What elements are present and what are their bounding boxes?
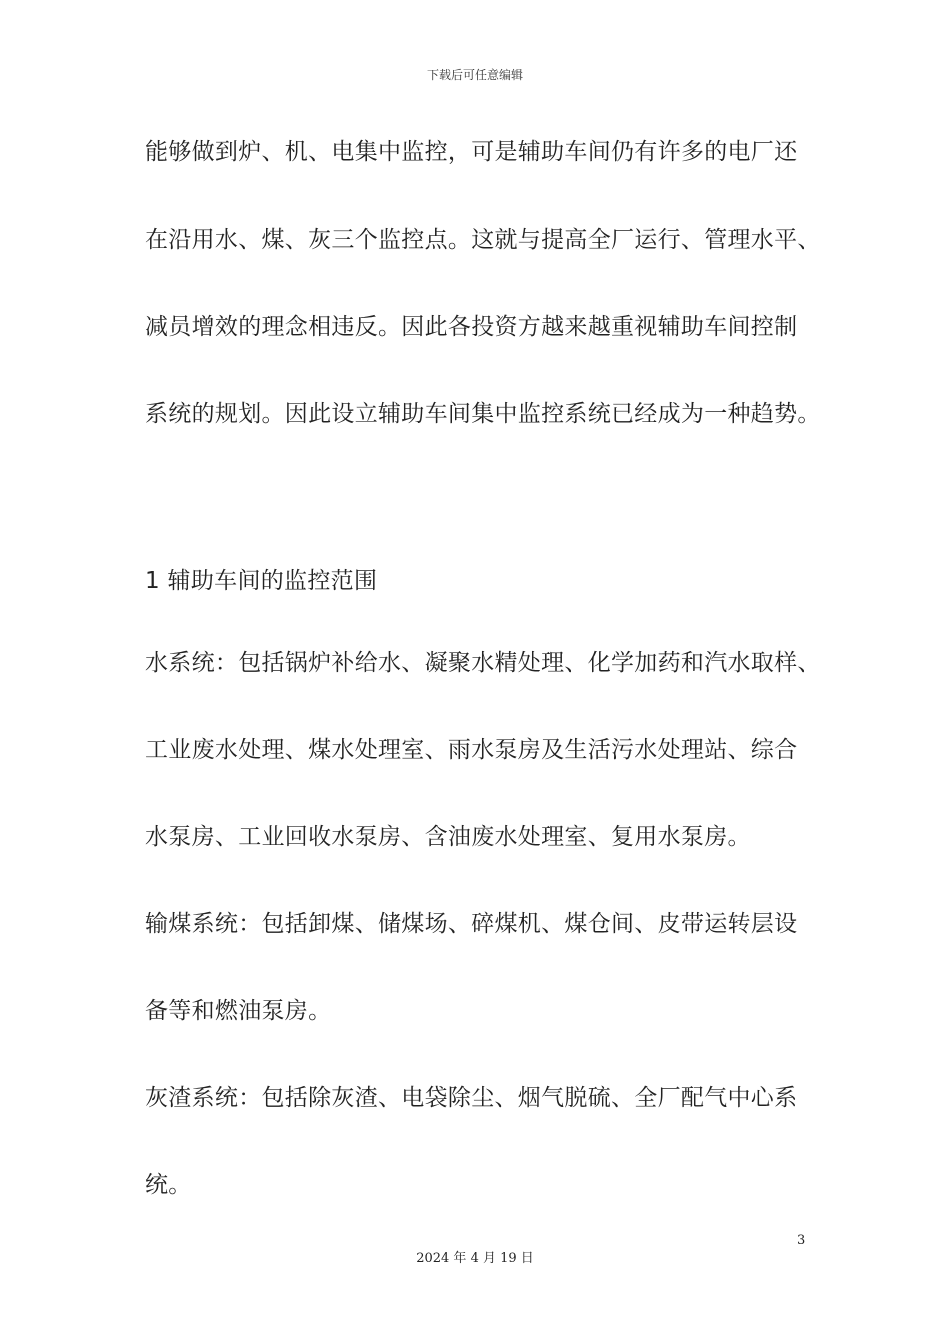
paragraph-line: 系统的规划。因此设立辅助车间集中监控系统已经成为一种趋势。 xyxy=(145,401,821,427)
water-system-line: 水系统：包括锅炉补给水、凝聚水精处理、化学加药和汽水取样、 xyxy=(145,650,821,676)
coal-system-line: 输煤系统：包括卸煤、储煤场、碎煤机、煤仓间、皮带运转层设 xyxy=(145,911,798,937)
water-system-line: 工业废水处理、煤水处理室、雨水泵房及生活污水处理站、综合 xyxy=(145,737,798,763)
paragraph-line: 在沿用水、煤、灰三个监控点。这就与提高全厂运行、管理水平、 xyxy=(145,227,821,253)
page-number: 3 xyxy=(797,1233,806,1248)
paragraph-line: 减员增效的理念相违反。因此各投资方越来越重视辅助车间控制 xyxy=(145,314,798,340)
coal-system-line: 备等和燃油泵房。 xyxy=(145,998,332,1024)
footer-date: 2024 年 4 月 19 日 xyxy=(416,1251,534,1266)
section-heading: 1 辅助车间的监控范围 xyxy=(145,568,378,594)
ash-system-line: 灰渣系统：包括除灰渣、电袋除尘、烟气脱硫、全厂配气中心系 xyxy=(145,1085,798,1111)
ash-system-line: 统。 xyxy=(145,1172,192,1198)
paragraph-line: 能够做到炉、机、电集中监控，可是辅助车间仍有许多的电厂还 xyxy=(145,139,798,165)
water-system-line: 水泵房、工业回收水泵房、含油废水处理室、复用水泵房。 xyxy=(145,824,751,850)
page-header: 下载后可任意编辑 xyxy=(426,68,523,82)
